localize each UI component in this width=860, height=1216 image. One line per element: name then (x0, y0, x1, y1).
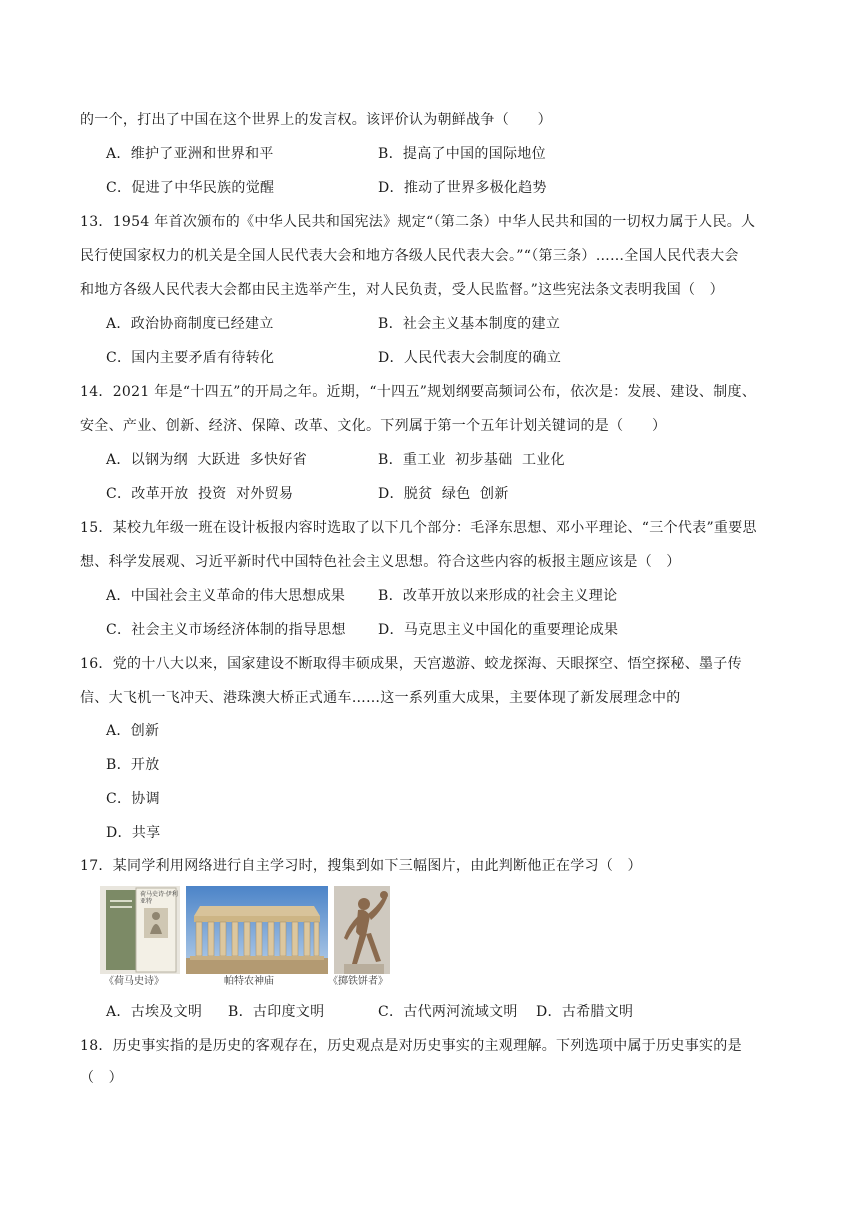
q12-option-d: D．推动了世界多极化趋势 (378, 180, 547, 196)
q13-stem-line2: 民行使国家权力的机关是全国人民代表大会和地方各级人民代表大会。”“（第三条）……全国人民代表大会 (80, 248, 739, 264)
q15-option-c: C．社会主义市场经济体制的指导思想 (106, 622, 346, 638)
q12-option-b: B．提高了中国的国际地位 (378, 146, 546, 162)
caption-parthenon: 帕特农神庙 (224, 976, 274, 987)
q13-option-a: A．政治协商制度已经建立 (106, 316, 274, 332)
parthenon-image (186, 886, 328, 974)
q18-stem-line2: （ ） (80, 1070, 123, 1086)
q16-option-c: C．协调 (106, 791, 160, 807)
q17-figure (100, 886, 400, 990)
q17-option-b: B．古印度文明 (228, 1004, 325, 1020)
q17-option-a: A．古埃及文明 (106, 1004, 203, 1020)
caption-homer-epic: 《荷马史诗》 (104, 976, 164, 987)
q13-option-d: D．人民代表大会制度的确立 (378, 350, 562, 366)
q12-option-a: A．维护了亚洲和世界和平 (106, 146, 274, 162)
q13-option-b: B．社会主义基本制度的建立 (378, 316, 561, 332)
q13-stem-line3: 和地方各级人民代表大会都由民主选举产生，对人民负责，受人民监督。”这些宪法条文表明我国（ ） (80, 282, 724, 298)
q17-option-c: C．古代两河流域文明 (378, 1004, 518, 1020)
q13-stem-line1: 13．1954 年首次颁布的《中华人民共和国宪法》规定“（第二条）中华人民共和国的一切权力属于人民。人 (80, 214, 756, 230)
q12-option-c: C．促进了中华民族的觉醒 (106, 180, 275, 196)
q12-stem-tail: 的一个，打出了中国在这个世界上的发言权。该评价认为朝鲜战争（ ） (80, 112, 552, 128)
q16-option-d: D．共享 (106, 825, 161, 841)
q13-option-c: C．国内主要矛盾有待转化 (106, 350, 275, 366)
q15-option-d: D．马克思主义中国化的重要理论成果 (378, 622, 619, 638)
q16-stem-line1: 16．党的十八大以来，国家建设不断取得丰硕成果，天宫遨游、蛟龙探海、天眼探空、悟空探秘、墨子传 (80, 656, 742, 672)
q15-stem-line2: 想、科学发展观、习近平新时代中国特色社会主义思想。符合这些内容的板报主题应该是（ ） (80, 554, 681, 570)
q14-stem-line1: 14．2021 年是“十四五”的开局之年。近期，“十四五”规划纲要高频词公布，依次是：发展、建设、制度、 (80, 384, 757, 400)
q14-stem-line2: 安全、产业、创新、经济、保障、改革、文化。下列属于第一个五年计划关键词的是（ ） (80, 418, 667, 434)
q16-stem-line2: 信、大飞机一飞冲天、港珠澳大桥正式通车……这一系列重大成果，主要体现了新发展理念中的 (80, 690, 681, 706)
q15-stem-line1: 15．某校九年级一班在设计板报内容时选取了以下几个部分：毛泽东思想、邓小平理论、“三个代表”重要思 (80, 520, 757, 536)
caption-discobolus: 《掷铁饼者》 (328, 976, 388, 987)
q17-option-d: D．古希腊文明 (536, 1004, 634, 1020)
q14-option-a: A．以钢为纲 大跃进 多快好省 (106, 452, 308, 468)
discobolus-image (334, 886, 390, 974)
q14-option-c: C．改革开放 投资 对外贸易 (106, 486, 294, 502)
q14-option-d: D．脱贫 绿色 创新 (378, 486, 509, 502)
q17-stem-line1: 17．某同学利用网络进行自主学习时，搜集到如下三幅图片，由此判断他正在学习（ ） (80, 858, 642, 874)
q18-stem-line1: 18．历史事实指的是历史的客观存在，历史观点是对历史事实的主观理解。下列选项中属于历史事实的是 (80, 1038, 742, 1054)
homer-epic-book-image (100, 886, 180, 974)
book-cover-title: 荷马史诗·伊利亚特 (140, 891, 178, 905)
q15-option-b: B．改革开放以来形成的社会主义理论 (378, 588, 618, 604)
q16-option-b: B．开放 (106, 757, 160, 773)
q16-option-a: A．创新 (106, 723, 160, 739)
q15-option-a: A．中国社会主义革命的伟大思想成果 (106, 588, 346, 604)
q14-option-b: B．重工业 初步基础 工业化 (378, 452, 565, 468)
